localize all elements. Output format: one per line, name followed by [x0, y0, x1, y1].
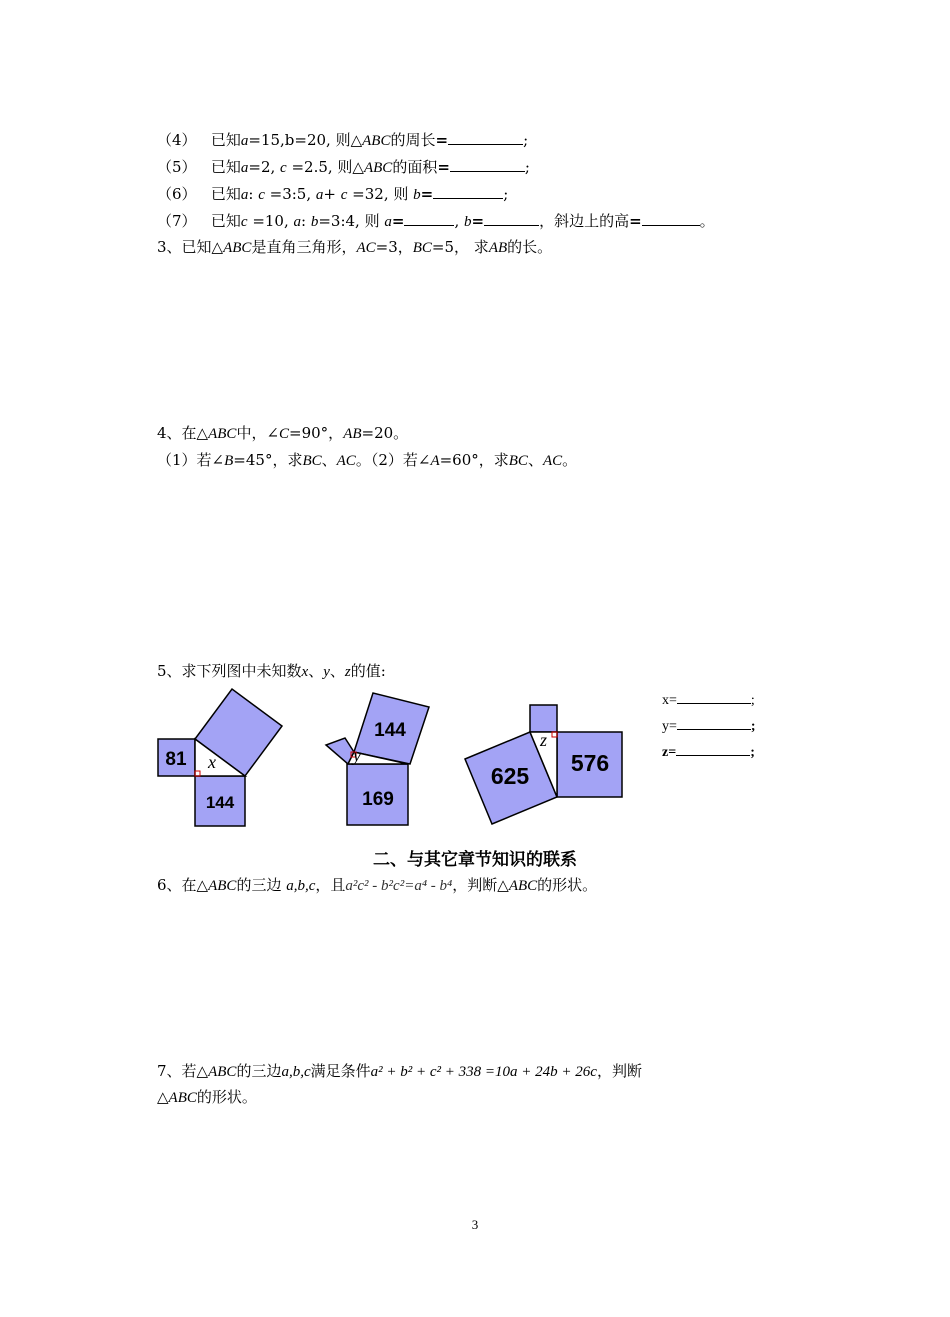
item-5: （5） 已知a=2, c =2.5, 则△ABC的面积= ;	[157, 158, 530, 176]
label-625: 625	[490, 763, 530, 789]
label-576: 576	[570, 750, 610, 776]
label-y: y	[353, 745, 361, 765]
question-7: 7、若△ABC的三边a,b,c满足条件a² + b² + c² + 338 =10a + 24b + 26c，判断	[157, 1062, 642, 1080]
label-144-bottom: 144	[205, 793, 235, 812]
label-x: x	[208, 752, 216, 772]
label-z: z	[540, 730, 548, 750]
question-7-cont: △ABC的形状。	[157, 1088, 257, 1106]
answer-y-blank[interactable]	[677, 717, 751, 730]
question-6: 6、在△ABC的三边 a,b,c，且a²c² - b²c²=a⁴ - b⁴，判断△ABC的形状。	[157, 876, 598, 894]
square-top-small	[530, 705, 557, 732]
page-number: 3	[471, 1217, 479, 1232]
answer-x-blank[interactable]	[677, 691, 751, 704]
section-title: 二、与其它章节知识的联系	[373, 850, 577, 870]
answer-y: y= ;	[662, 719, 756, 734]
question-3: 3、已知△ABC是直角三角形，AC=3，BC=5， 求AB的长。	[157, 238, 553, 256]
label-169: 169	[362, 789, 394, 810]
answer-x: x= ;	[662, 693, 755, 708]
answer-z-blank[interactable]	[676, 743, 750, 756]
item-4: （4） 已知a=15,b=20, 则△ABC的周长= ;	[157, 131, 529, 149]
question-4-parts: （1）若∠B=45°，求BC、AC。（2）若∠A=60°，求BC、AC。	[157, 451, 578, 469]
label-144-top: 144	[374, 720, 406, 741]
label-81: 81	[165, 749, 187, 770]
question-5: 5、求下列图中未知数x、y、z的值:	[157, 662, 386, 680]
item-7: （7） 已知c =10, a: b=3:4, 则 a= , b= ，斜边上的高= 。	[157, 212, 715, 230]
item-6: （6） 已知a: c =3:5, a+ c =32, 则 b= ;	[157, 185, 509, 203]
question-4: 4、在△ABC中，∠C=90°，AB=20。	[157, 424, 409, 442]
answer-z: z= ;	[662, 745, 755, 760]
